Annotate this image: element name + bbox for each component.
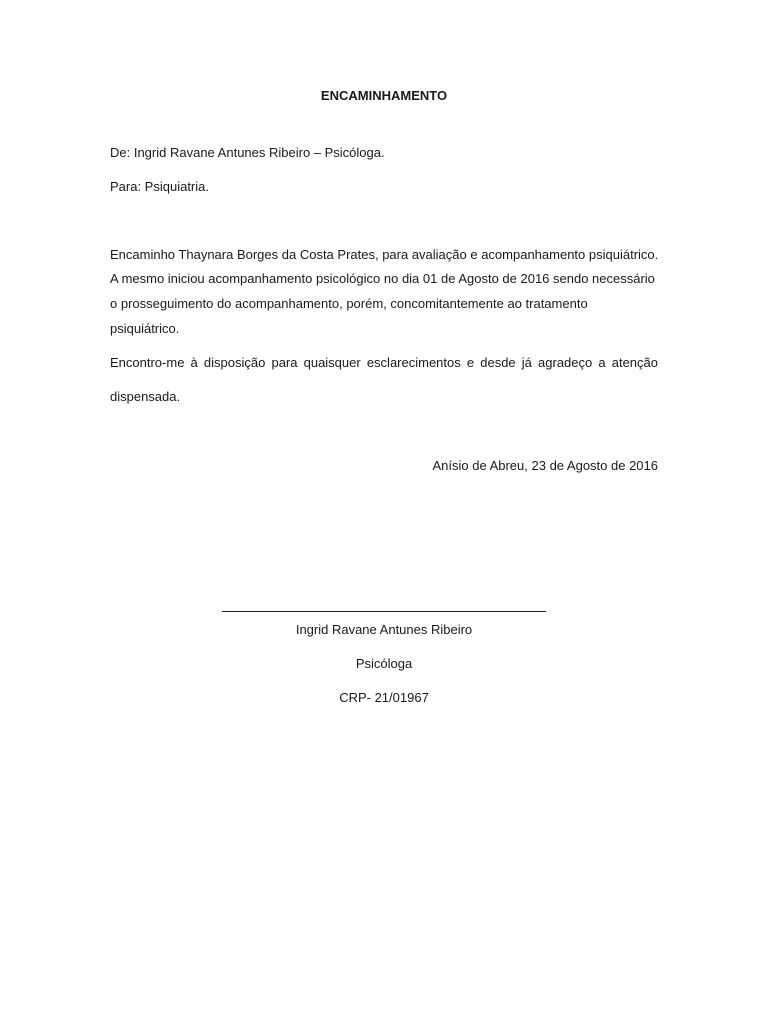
signature-line — [222, 611, 546, 612]
signature-registration: CRP- 21/01967 — [339, 690, 429, 705]
document-title: ENCAMINHAMENTO — [320, 88, 448, 103]
body-line-1: Encaminho Thaynara Borges da Costa Prates, para avaliação e acompanhamento psiquiátrico. — [110, 247, 659, 262]
body-line-3: o prosseguimento do acompanhamento, porém, concomitantemente ao tratamento — [110, 296, 588, 311]
place-date: Anísio de Abreu, 23 de Agosto de 2016 — [432, 458, 658, 473]
closing-line-1: Encontro-me à disposição para quaisquer esclarecimentos e desde já agradeço a atenção — [110, 355, 658, 370]
signature-role: Psicóloga — [355, 656, 413, 671]
to-line: Para: Psiquiatria. — [110, 179, 209, 194]
from-line: De: Ingrid Ravane Antunes Ribeiro – Psicóloga. — [110, 145, 385, 160]
closing-line-2: dispensada. — [110, 389, 181, 404]
body-line-2: A mesmo iniciou acompanhamento psicológico no dia 01 de Agosto de 2016 sendo necessário — [110, 271, 655, 286]
body-line-4: psiquiátrico. — [110, 321, 180, 336]
signature-name: Ingrid Ravane Antunes Ribeiro — [295, 622, 473, 637]
